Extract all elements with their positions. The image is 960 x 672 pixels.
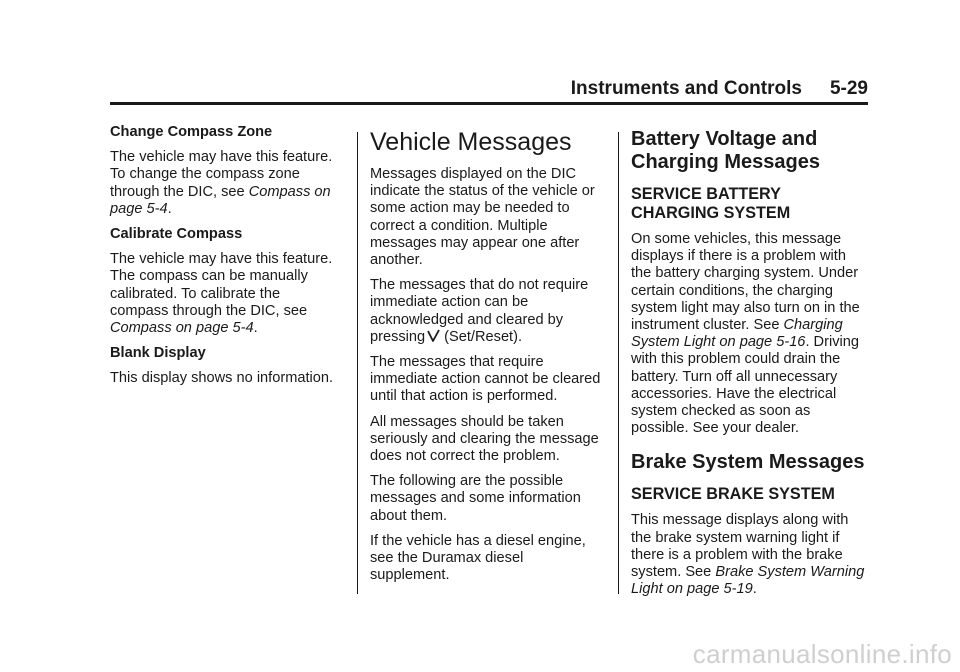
service-brake-heading: SERVICE BRAKE SYSTEM [631,485,835,504]
column-3 [631,128,867,606]
period: . [167,200,172,217]
checkmark-icon [427,329,440,342]
set-reset-label: (Set/Reset). [444,328,523,345]
blank-display-text: This display shows no information. [110,370,334,387]
paragraph: All messages should be taken seriously and clearing the message does not correct the problem. [370,413,599,465]
page-number: 5-29 [829,78,868,99]
battery-paragraph [631,231,867,437]
battery-text: On some vehicles, this message displays if there is a problem with the battery charging system. Under certain conditions, the charging system light may also turn on in the instrument cluster. See [631,231,860,334]
period: . [253,320,258,337]
brake-text: This message displays along with the brake system warning light if there is a problem with the brake system. See [631,512,849,581]
brake-text-post: . [752,581,757,598]
column-divider-1 [357,132,358,594]
battery-heading: Battery Voltage and Charging Messages [631,128,820,173]
calibrate-text: The vehicle may have this feature. The compass can be manually calibrated. To calibrate the compass through the DIC, see [110,251,333,319]
set-reset-paragraph [370,277,606,346]
compass-link[interactable]: Compass on page 5-4 [110,183,331,217]
battery-text-post: . Driving with this problem could drain the battery. Turn off all unnecessary accessories. Have the electrical system checked as soon as possible. See your dealer. [631,334,859,437]
header-rule [110,102,868,105]
service-battery-heading: SERVICE BATTERY CHARGING SYSTEM [631,185,791,222]
blank-display-title: Blank Display [110,345,206,362]
compass-zone-text: The vehicle may have this feature. To change the compass zone through the DIC, see [110,149,333,200]
calibrate-title: Calibrate Compass [110,226,243,243]
column-2 [370,128,606,592]
paragraph: Messages displayed on the DIC indicate the status of the vehicle or some action may be needed to correct a condition. Multiple messages may appear one after another. [370,166,595,269]
column-1 [110,124,342,396]
brake-light-link[interactable]: Brake System Warning Light on page 5-19 [631,564,865,598]
watermark: carmanualsonline.info [692,639,952,669]
compass-zone-paragraph [110,149,342,218]
calibrate-paragraph [110,251,342,337]
paragraph: If the vehicle has a diesel engine, see the Duramax diesel supplement. [370,532,586,584]
paragraph-text: The messages that do not require immediate action can be acknowledged and cleared by pressing [370,277,589,345]
paragraph: The messages that require immediate action cannot be cleared until that action is performed. [370,354,601,405]
compass-zone-title: Change Compass Zone [110,124,273,140]
brake-heading: Brake System Messages [631,451,865,474]
section-title: Instruments and Controls [570,78,802,99]
compass-link-2[interactable]: Compass on page 5-4 [110,320,254,337]
page-header [571,78,868,100]
charging-light-link[interactable]: Charging System Light on page 5-16 [631,317,843,351]
brake-paragraph [631,512,867,598]
column-divider-2 [618,132,619,594]
paragraph: The following are the possible messages and some information about them. [370,473,581,524]
vehicle-messages-heading: Vehicle Messages [370,128,572,156]
